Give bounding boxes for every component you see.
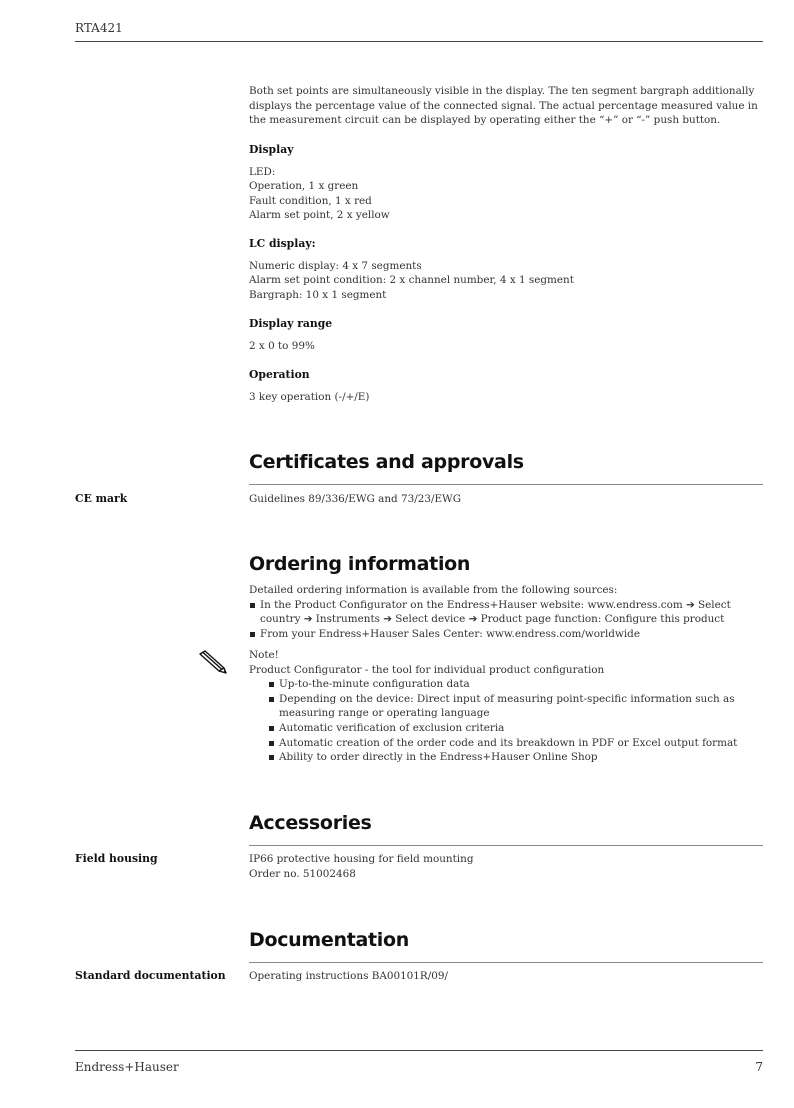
lc-display-line: Alarm set point condition: 2 x channel number, 4 x 1 segment — [249, 274, 574, 287]
ce-mark-label: CE mark — [75, 492, 128, 505]
lc-display-line: Bargraph: 10 x 1 segment — [249, 288, 387, 301]
accessories-rule — [249, 845, 763, 846]
display-section — [249, 143, 764, 223]
lc-display-section — [249, 237, 764, 302]
footer-rule — [75, 1050, 763, 1051]
display-range-value: 2 x 0 to 99% — [249, 339, 315, 352]
ce-mark-value: Guidelines 89/336/EWG and 73/23/EWG — [249, 493, 462, 505]
pencil-note-icon — [196, 648, 228, 674]
display-line: Alarm set point, 2 x yellow — [249, 209, 390, 222]
list-item: Automatic verification of exclusion criteria — [249, 721, 764, 736]
lc-display-line: Numeric display: 4 x 7 segments — [249, 259, 422, 272]
order-number: Order no. 51002468 — [249, 867, 356, 880]
list-item: Automatic creation of the order code and its breakdown in PDF or Excel output format — [249, 736, 764, 751]
header-rule — [75, 41, 763, 42]
standard-documentation-value: Operating instructions BA00101R/09/ — [249, 970, 448, 982]
standard-documentation-label: Standard documentation — [75, 969, 226, 982]
display-line: LED: — [249, 165, 276, 178]
list-item: From your Endress+Hauser Sales Center: www.endress.com/worldwide — [249, 627, 764, 642]
list-item — [249, 598, 764, 627]
ordering-section — [249, 583, 764, 641]
list-item: Ability to order directly in the Endress+Hauser Online Shop — [249, 750, 764, 765]
documentation-title: Documentation — [249, 929, 410, 951]
page-number: 7 — [755, 1060, 763, 1074]
display-heading: Display — [249, 143, 294, 156]
ordering-bullet1-line2: country ➔ Instruments ➔ Select device ➔ Product page function: Configure this product — [260, 613, 725, 626]
operation-value: 3 key operation (-/+/E) — [249, 390, 370, 403]
documentation-rule — [249, 962, 763, 963]
intro-paragraph: Both set points are simultaneously visible in the display. The ten segment bargraph additionally displays the percentage value of the connected signal. The actual percentage measured value in the measurement circuit can be displayed by operating either the “+” or “-” push button. — [249, 85, 758, 127]
certificates-rule — [249, 484, 763, 485]
lc-display-heading: LC display: — [249, 237, 316, 250]
field-housing-line: IP66 protective housing for field mounting — [249, 853, 474, 865]
list-item: Up-to-the-minute configuration data — [249, 677, 764, 692]
display-line: Fault condition, 1 x red — [249, 194, 372, 207]
note-label: Note! — [249, 649, 279, 661]
ordering-intro: Detailed ordering information is available from the following sources: — [249, 584, 618, 596]
note-section — [249, 648, 764, 765]
list-item: Depending on the device: Direct input of measuring point-specific information such as measuring range or operating language — [249, 692, 764, 721]
field-housing-value — [249, 852, 764, 881]
field-housing-label: Field housing — [75, 852, 158, 865]
ordering-title: Ordering information — [249, 553, 471, 575]
certificates-title: Certificates and approvals — [249, 451, 524, 473]
operation-heading: Operation — [249, 368, 310, 381]
ordering-bullet1-line1: In the Product Configurator on the Endress+Hauser website: www.endress.com ➔ Select — [260, 598, 731, 611]
note-title: Product Configurator - the tool for individual product configuration — [249, 663, 605, 676]
operation-section — [249, 368, 764, 404]
footer-company: Endress+Hauser — [75, 1060, 179, 1074]
display-range-heading: Display range — [249, 317, 333, 330]
accessories-title: Accessories — [249, 812, 372, 834]
display-line: Operation, 1 x green — [249, 180, 359, 193]
document-header-title: RTA421 — [75, 21, 123, 35]
display-range-section — [249, 317, 764, 353]
